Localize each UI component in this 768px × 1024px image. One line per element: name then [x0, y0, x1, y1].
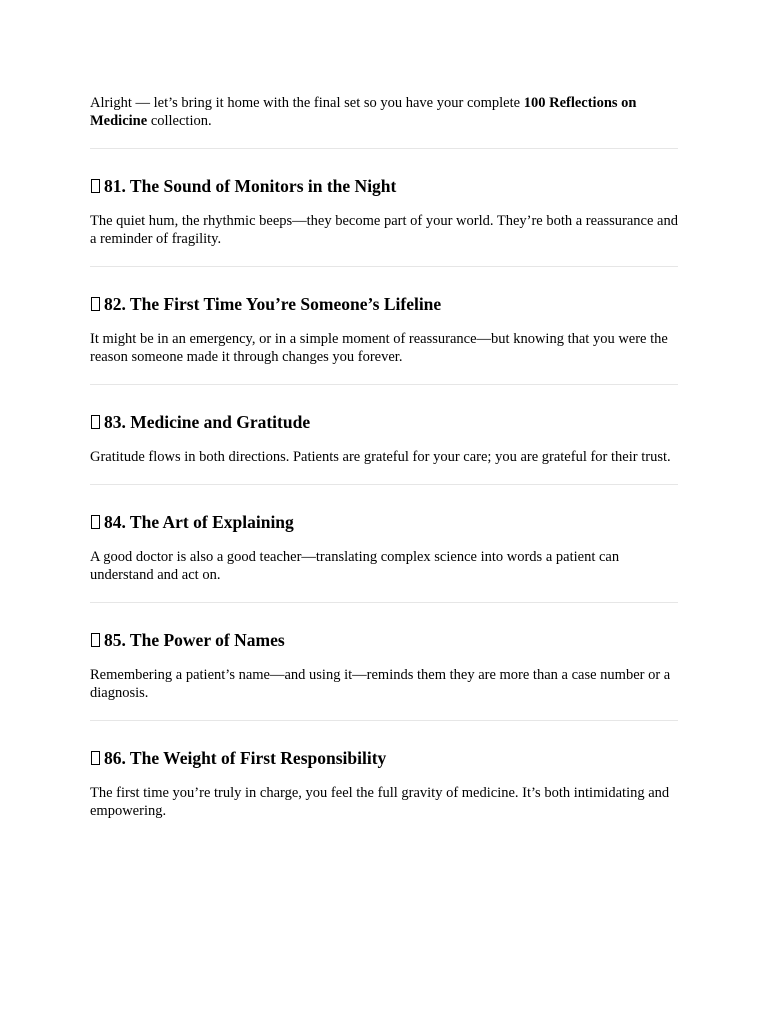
- reflection-section: [90, 293, 678, 366]
- section-heading: [90, 747, 678, 769]
- section-body: It might be in an emergency, or in a simple moment of reassurance—but knowing that you were the reason someone made it through changes you forever.: [90, 331, 668, 365]
- missing-glyph-icon: [91, 297, 100, 311]
- document-content: [90, 94, 678, 820]
- section-body: The first time you’re truly in charge, you feel the full gravity of medicine. It’s both intimidating and empowering.: [90, 785, 670, 819]
- divider: [90, 148, 678, 149]
- divider: [90, 266, 678, 267]
- section-body: The quiet hum, the rhythmic beeps—they become part of your world. They’re both a reassurance and a reminder of fragility.: [90, 213, 678, 247]
- reflection-section: [90, 747, 678, 820]
- section-heading: [90, 175, 678, 197]
- section-heading: [90, 629, 678, 651]
- divider: [90, 384, 678, 385]
- reflection-section: [90, 511, 678, 584]
- missing-glyph-icon: [91, 515, 100, 529]
- section-body: A good doctor is also a good teacher—translating complex science into words a patient can understand and act on.: [90, 549, 620, 583]
- reflection-section: [90, 629, 678, 702]
- missing-glyph-icon: [91, 179, 100, 193]
- intro-text-after: collection.: [147, 113, 212, 129]
- intro-paragraph: [90, 94, 678, 130]
- section-title: 86. The Weight of First Responsibility: [104, 748, 387, 768]
- section-title: 83. Medicine and Gratitude: [104, 412, 311, 432]
- section-heading: [90, 511, 678, 533]
- section-body: Remembering a patient’s name—and using it—reminds them they are more than a case number or a diagnosis.: [90, 667, 671, 701]
- divider: [90, 720, 678, 721]
- section-body: Gratitude flows in both directions. Patients are grateful for your care; you are grateful for their trust.: [90, 449, 671, 465]
- missing-glyph-icon: [91, 633, 100, 647]
- section-title: 85. The Power of Names: [104, 630, 285, 650]
- reflection-section: [90, 411, 678, 466]
- intro-text-before: Alright — let’s bring it home with the final set so you have your complete: [90, 95, 524, 111]
- section-title: 82. The First Time You’re Someone’s Lifeline: [104, 294, 442, 314]
- section-heading: [90, 293, 678, 315]
- missing-glyph-icon: [91, 415, 100, 429]
- section-title: 81. The Sound of Monitors in the Night: [104, 176, 397, 196]
- divider: [90, 484, 678, 485]
- section-heading: [90, 411, 678, 433]
- section-title: 84. The Art of Explaining: [104, 512, 294, 532]
- divider: [90, 602, 678, 603]
- reflection-section: [90, 175, 678, 248]
- intro-bold-text: 100 Reflections on Medicine: [90, 95, 637, 129]
- missing-glyph-icon: [91, 751, 100, 765]
